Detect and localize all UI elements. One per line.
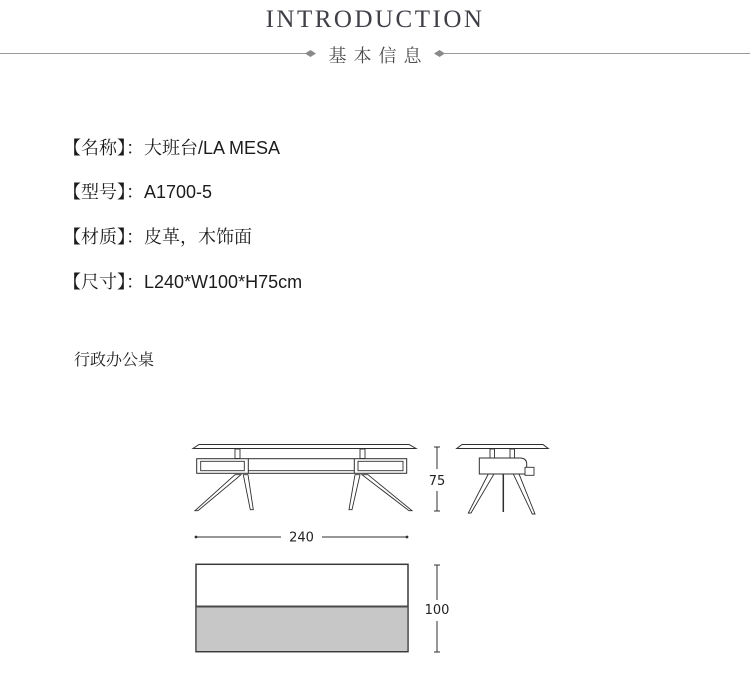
front-connector-left — [235, 449, 240, 459]
top-view-gray-area — [197, 607, 407, 651]
front-connector-right — [360, 449, 365, 459]
front-tabletop — [193, 445, 416, 449]
side-connector-right — [510, 449, 515, 458]
spec-label: 【型号】： — [63, 182, 144, 202]
top-view-drawing — [196, 564, 408, 651]
spec-row-model — [63, 178, 212, 204]
dimension-height-label: 75 — [428, 474, 446, 489]
dimension-depth-label: 100 — [424, 603, 450, 618]
front-leg-outer-right — [362, 475, 412, 511]
divider-line-right — [443, 53, 750, 54]
spec-value: 大班台/LA MESA — [144, 138, 281, 158]
product-category-label: 行政办公桌 — [74, 352, 155, 369]
side-view-drawing — [457, 445, 549, 515]
front-leg-outer-left — [195, 475, 241, 511]
spec-label: 【尺寸】： — [63, 272, 144, 292]
technical-drawing — [185, 436, 555, 662]
side-connector-left — [490, 449, 495, 458]
front-leg-inner-right — [349, 475, 360, 510]
section-subtitle: 基本信息 — [328, 46, 429, 66]
front-leg-inner-left — [243, 475, 253, 510]
spec-value: L240*W100*H75cm — [144, 272, 303, 292]
side-tabletop — [457, 445, 549, 449]
page-title: INTRODUCTION — [265, 6, 485, 33]
spec-label: 【材质】： — [63, 227, 144, 247]
side-leg-left — [468, 474, 494, 513]
front-view-drawing — [193, 445, 416, 511]
spec-row-name — [63, 134, 280, 160]
dimension-width-label: 240 — [289, 530, 314, 546]
spec-row-size — [63, 268, 302, 294]
side-body — [479, 458, 526, 474]
spec-label: 【名称】： — [63, 138, 144, 158]
spec-row-material — [63, 223, 252, 249]
spec-value: A1700-5 — [144, 182, 213, 202]
side-leg-right — [513, 474, 535, 514]
spec-value: 皮革，木饰面 — [144, 227, 252, 247]
side-handle — [525, 467, 534, 475]
